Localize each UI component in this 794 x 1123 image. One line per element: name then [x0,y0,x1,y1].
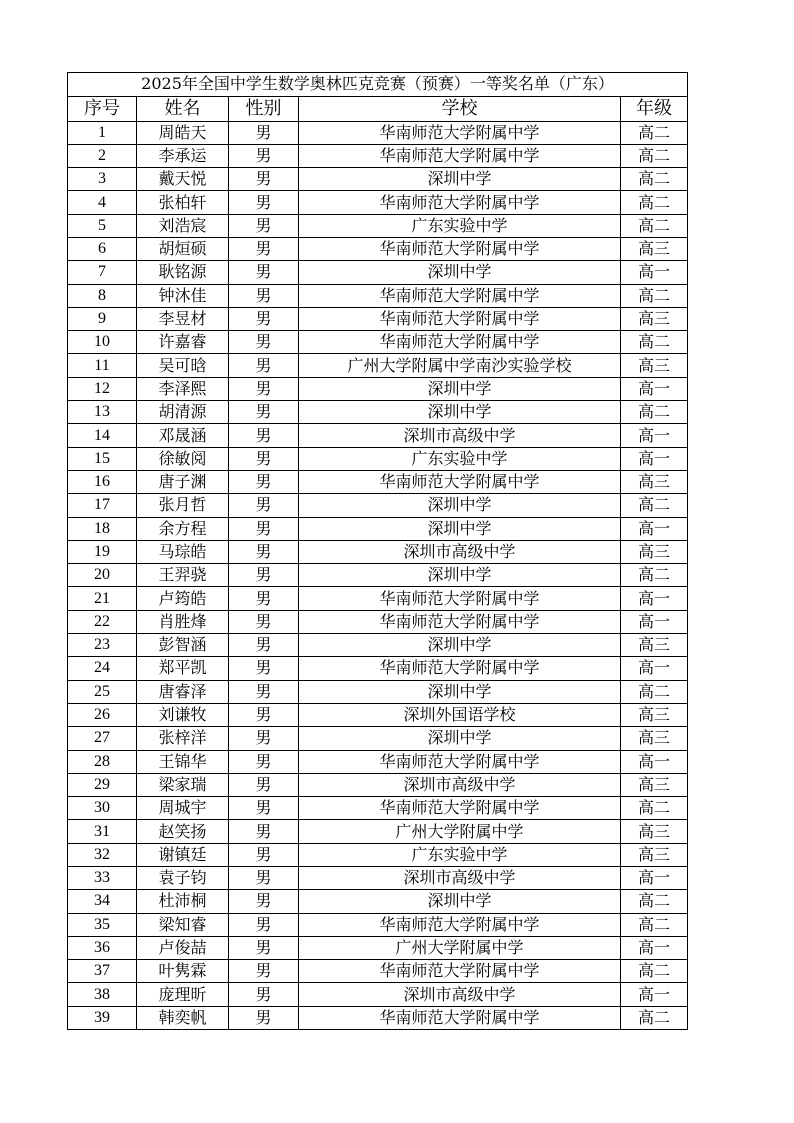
cell-grade: 高二 [621,960,688,983]
cell-school: 华南师范大学附属中学 [299,307,621,330]
cell-gender: 男 [229,587,299,610]
column-header-name: 姓名 [137,96,229,121]
cell-no: 3 [68,168,137,191]
cell-no: 32 [68,843,137,866]
cell-gender: 男 [229,983,299,1006]
table-row [68,820,688,843]
cell-gender: 男 [229,867,299,890]
cell-name: 张月哲 [137,494,229,517]
cell-gender: 男 [229,773,299,796]
cell-grade: 高一 [621,610,688,633]
cell-no: 37 [68,960,137,983]
cell-name: 刘谦牧 [137,703,229,726]
award-list-table [67,72,688,1030]
cell-name: 卢筠皓 [137,587,229,610]
cell-no: 20 [68,564,137,587]
cell-no: 10 [68,331,137,354]
cell-grade: 高二 [621,913,688,936]
cell-school: 深圳中学 [299,377,621,400]
cell-no: 6 [68,237,137,260]
cell-grade: 高二 [621,214,688,237]
cell-grade: 高二 [621,191,688,214]
cell-school: 深圳中学 [299,261,621,284]
cell-name: 王羿骁 [137,564,229,587]
cell-grade: 高二 [621,797,688,820]
cell-gender: 男 [229,237,299,260]
cell-grade: 高二 [621,890,688,913]
cell-gender: 男 [229,401,299,424]
cell-no: 5 [68,214,137,237]
cell-gender: 男 [229,354,299,377]
cell-name: 彭智涵 [137,634,229,657]
cell-gender: 男 [229,424,299,447]
cell-grade: 高一 [621,867,688,890]
cell-school: 深圳市高级中学 [299,540,621,563]
cell-gender: 男 [229,890,299,913]
cell-gender: 男 [229,517,299,540]
cell-grade: 高二 [621,564,688,587]
cell-name: 韩奕帆 [137,1006,229,1029]
cell-gender: 男 [229,960,299,983]
cell-name: 谢镇廷 [137,843,229,866]
cell-gender: 男 [229,610,299,633]
cell-name: 胡烜硕 [137,237,229,260]
table-row [68,191,688,214]
table-row [68,377,688,400]
table-row [68,540,688,563]
cell-school: 华南师范大学附属中学 [299,470,621,493]
cell-name: 袁子钧 [137,867,229,890]
cell-name: 赵笑扬 [137,820,229,843]
cell-name: 王锦华 [137,750,229,773]
cell-no: 14 [68,424,137,447]
cell-gender: 男 [229,331,299,354]
cell-name: 李昱材 [137,307,229,330]
cell-no: 36 [68,936,137,959]
cell-school: 深圳中学 [299,727,621,750]
table-row [68,424,688,447]
table-row [68,680,688,703]
cell-no: 17 [68,494,137,517]
cell-name: 马琮皓 [137,540,229,563]
cell-name: 邓晟涵 [137,424,229,447]
cell-no: 16 [68,470,137,493]
cell-name: 吴可晗 [137,354,229,377]
table-row [68,867,688,890]
cell-school: 广东实验中学 [299,214,621,237]
cell-school: 华南师范大学附属中学 [299,797,621,820]
cell-gender: 男 [229,540,299,563]
cell-name: 钟沐佳 [137,284,229,307]
cell-no: 39 [68,1006,137,1029]
table-row [68,843,688,866]
cell-school: 华南师范大学附属中学 [299,750,621,773]
cell-gender: 男 [229,936,299,959]
cell-name: 梁知睿 [137,913,229,936]
cell-no: 19 [68,540,137,563]
cell-gender: 男 [229,797,299,820]
cell-gender: 男 [229,727,299,750]
cell-grade: 高一 [621,517,688,540]
cell-gender: 男 [229,144,299,167]
column-header-gender: 性别 [229,96,299,121]
column-header-school: 学校 [299,96,621,121]
cell-school: 深圳市高级中学 [299,983,621,1006]
cell-name: 庞理昕 [137,983,229,1006]
cell-grade: 高一 [621,377,688,400]
cell-gender: 男 [229,307,299,330]
cell-name: 余方程 [137,517,229,540]
cell-school: 广州大学附属中学南沙实验学校 [299,354,621,377]
cell-school: 深圳中学 [299,680,621,703]
cell-grade: 高三 [621,540,688,563]
cell-school: 华南师范大学附属中学 [299,121,621,144]
cell-school: 广州大学附属中学 [299,820,621,843]
cell-school: 华南师范大学附属中学 [299,960,621,983]
cell-grade: 高三 [621,820,688,843]
cell-no: 15 [68,447,137,470]
cell-gender: 男 [229,447,299,470]
cell-name: 周皓天 [137,121,229,144]
cell-no: 2 [68,144,137,167]
cell-gender: 男 [229,191,299,214]
cell-no: 12 [68,377,137,400]
cell-gender: 男 [229,680,299,703]
cell-no: 35 [68,913,137,936]
cell-no: 13 [68,401,137,424]
cell-name: 唐睿泽 [137,680,229,703]
cell-grade: 高一 [621,750,688,773]
header-row [68,96,688,121]
table-row [68,913,688,936]
table-title: 2025年全国中学生数学奥林匹克竞赛（预赛）一等奖名单（广东） [68,73,688,97]
cell-no: 18 [68,517,137,540]
cell-no: 28 [68,750,137,773]
cell-grade: 高二 [621,680,688,703]
cell-grade: 高一 [621,657,688,680]
cell-school: 深圳市高级中学 [299,773,621,796]
cell-gender: 男 [229,377,299,400]
cell-no: 30 [68,797,137,820]
cell-name: 徐敏阅 [137,447,229,470]
cell-name: 周城宇 [137,797,229,820]
cell-school: 深圳中学 [299,634,621,657]
cell-school: 广东实验中学 [299,447,621,470]
cell-school: 深圳中学 [299,890,621,913]
table-row [68,517,688,540]
cell-gender: 男 [229,564,299,587]
table-row [68,936,688,959]
cell-no: 38 [68,983,137,1006]
table-row [68,307,688,330]
table-row [68,564,688,587]
cell-school: 华南师范大学附属中学 [299,191,621,214]
cell-no: 4 [68,191,137,214]
cell-no: 11 [68,354,137,377]
cell-name: 许嘉睿 [137,331,229,354]
table-row [68,773,688,796]
table-row [68,284,688,307]
table-row [68,470,688,493]
cell-gender: 男 [229,820,299,843]
table-row [68,401,688,424]
cell-school: 华南师范大学附属中学 [299,657,621,680]
cell-gender: 男 [229,121,299,144]
cell-school: 深圳中学 [299,401,621,424]
cell-gender: 男 [229,494,299,517]
column-header-grade: 年级 [621,96,688,121]
cell-gender: 男 [229,214,299,237]
cell-school: 华南师范大学附属中学 [299,610,621,633]
title-row [68,73,688,97]
cell-grade: 高一 [621,424,688,447]
table-row [68,610,688,633]
cell-grade: 高三 [621,354,688,377]
table-row [68,331,688,354]
cell-grade: 高三 [621,470,688,493]
cell-grade: 高二 [621,284,688,307]
cell-grade: 高一 [621,587,688,610]
cell-name: 郑平凯 [137,657,229,680]
table-row [68,168,688,191]
cell-no: 7 [68,261,137,284]
cell-no: 31 [68,820,137,843]
cell-name: 戴天悦 [137,168,229,191]
table-row [68,354,688,377]
table-row [68,587,688,610]
cell-school: 华南师范大学附属中学 [299,1006,621,1029]
cell-no: 29 [68,773,137,796]
cell-school: 深圳市高级中学 [299,867,621,890]
cell-school: 华南师范大学附属中学 [299,237,621,260]
table-row [68,960,688,983]
cell-gender: 男 [229,703,299,726]
cell-grade: 高二 [621,144,688,167]
table-row [68,144,688,167]
cell-gender: 男 [229,284,299,307]
cell-no: 25 [68,680,137,703]
cell-gender: 男 [229,261,299,284]
cell-gender: 男 [229,843,299,866]
cell-grade: 高二 [621,494,688,517]
cell-school: 深圳中学 [299,517,621,540]
cell-name: 杜沛桐 [137,890,229,913]
table-row [68,890,688,913]
cell-grade: 高二 [621,1006,688,1029]
cell-school: 华南师范大学附属中学 [299,913,621,936]
table-row [68,657,688,680]
cell-no: 33 [68,867,137,890]
cell-no: 21 [68,587,137,610]
table-row [68,727,688,750]
cell-no: 24 [68,657,137,680]
table-row [68,121,688,144]
cell-name: 梁家瑞 [137,773,229,796]
cell-name: 张梓洋 [137,727,229,750]
table-row [68,261,688,284]
cell-grade: 高一 [621,261,688,284]
cell-name: 李承运 [137,144,229,167]
cell-no: 9 [68,307,137,330]
table-row [68,237,688,260]
table-row [68,750,688,773]
cell-school: 华南师范大学附属中学 [299,284,621,307]
table-row [68,214,688,237]
cell-grade: 高三 [621,237,688,260]
cell-school: 华南师范大学附属中学 [299,587,621,610]
cell-grade: 高二 [621,168,688,191]
column-header-no: 序号 [68,96,137,121]
cell-no: 26 [68,703,137,726]
cell-no: 23 [68,634,137,657]
cell-gender: 男 [229,1006,299,1029]
cell-grade: 高一 [621,936,688,959]
table-row [68,634,688,657]
cell-grade: 高三 [621,703,688,726]
cell-grade: 高三 [621,773,688,796]
cell-name: 唐子渊 [137,470,229,493]
cell-school: 华南师范大学附属中学 [299,331,621,354]
table-row [68,703,688,726]
cell-grade: 高一 [621,447,688,470]
cell-gender: 男 [229,634,299,657]
cell-no: 8 [68,284,137,307]
cell-name: 李泽熙 [137,377,229,400]
cell-school: 深圳市高级中学 [299,424,621,447]
cell-name: 叶隽霖 [137,960,229,983]
cell-no: 22 [68,610,137,633]
cell-grade: 高一 [621,983,688,1006]
cell-school: 广东实验中学 [299,843,621,866]
cell-school: 深圳外国语学校 [299,703,621,726]
cell-school: 深圳中学 [299,168,621,191]
cell-no: 27 [68,727,137,750]
table-body [68,121,688,1030]
cell-gender: 男 [229,913,299,936]
table-row [68,797,688,820]
cell-gender: 男 [229,168,299,191]
cell-grade: 高三 [621,727,688,750]
cell-school: 华南师范大学附属中学 [299,144,621,167]
cell-grade: 高二 [621,331,688,354]
cell-grade: 高三 [621,307,688,330]
cell-no: 1 [68,121,137,144]
cell-school: 广州大学附属中学 [299,936,621,959]
cell-name: 耿铭源 [137,261,229,284]
cell-no: 34 [68,890,137,913]
table-row [68,494,688,517]
table-row [68,447,688,470]
cell-gender: 男 [229,470,299,493]
cell-name: 肖胜烽 [137,610,229,633]
cell-grade: 高二 [621,401,688,424]
cell-grade: 高三 [621,634,688,657]
cell-name: 胡清源 [137,401,229,424]
cell-gender: 男 [229,750,299,773]
table-row [68,983,688,1006]
cell-school: 深圳中学 [299,564,621,587]
cell-name: 张柏轩 [137,191,229,214]
cell-grade: 高三 [621,843,688,866]
cell-name: 卢俊喆 [137,936,229,959]
table-row [68,1006,688,1029]
cell-school: 深圳中学 [299,494,621,517]
cell-grade: 高二 [621,121,688,144]
cell-name: 刘浩宸 [137,214,229,237]
cell-gender: 男 [229,657,299,680]
